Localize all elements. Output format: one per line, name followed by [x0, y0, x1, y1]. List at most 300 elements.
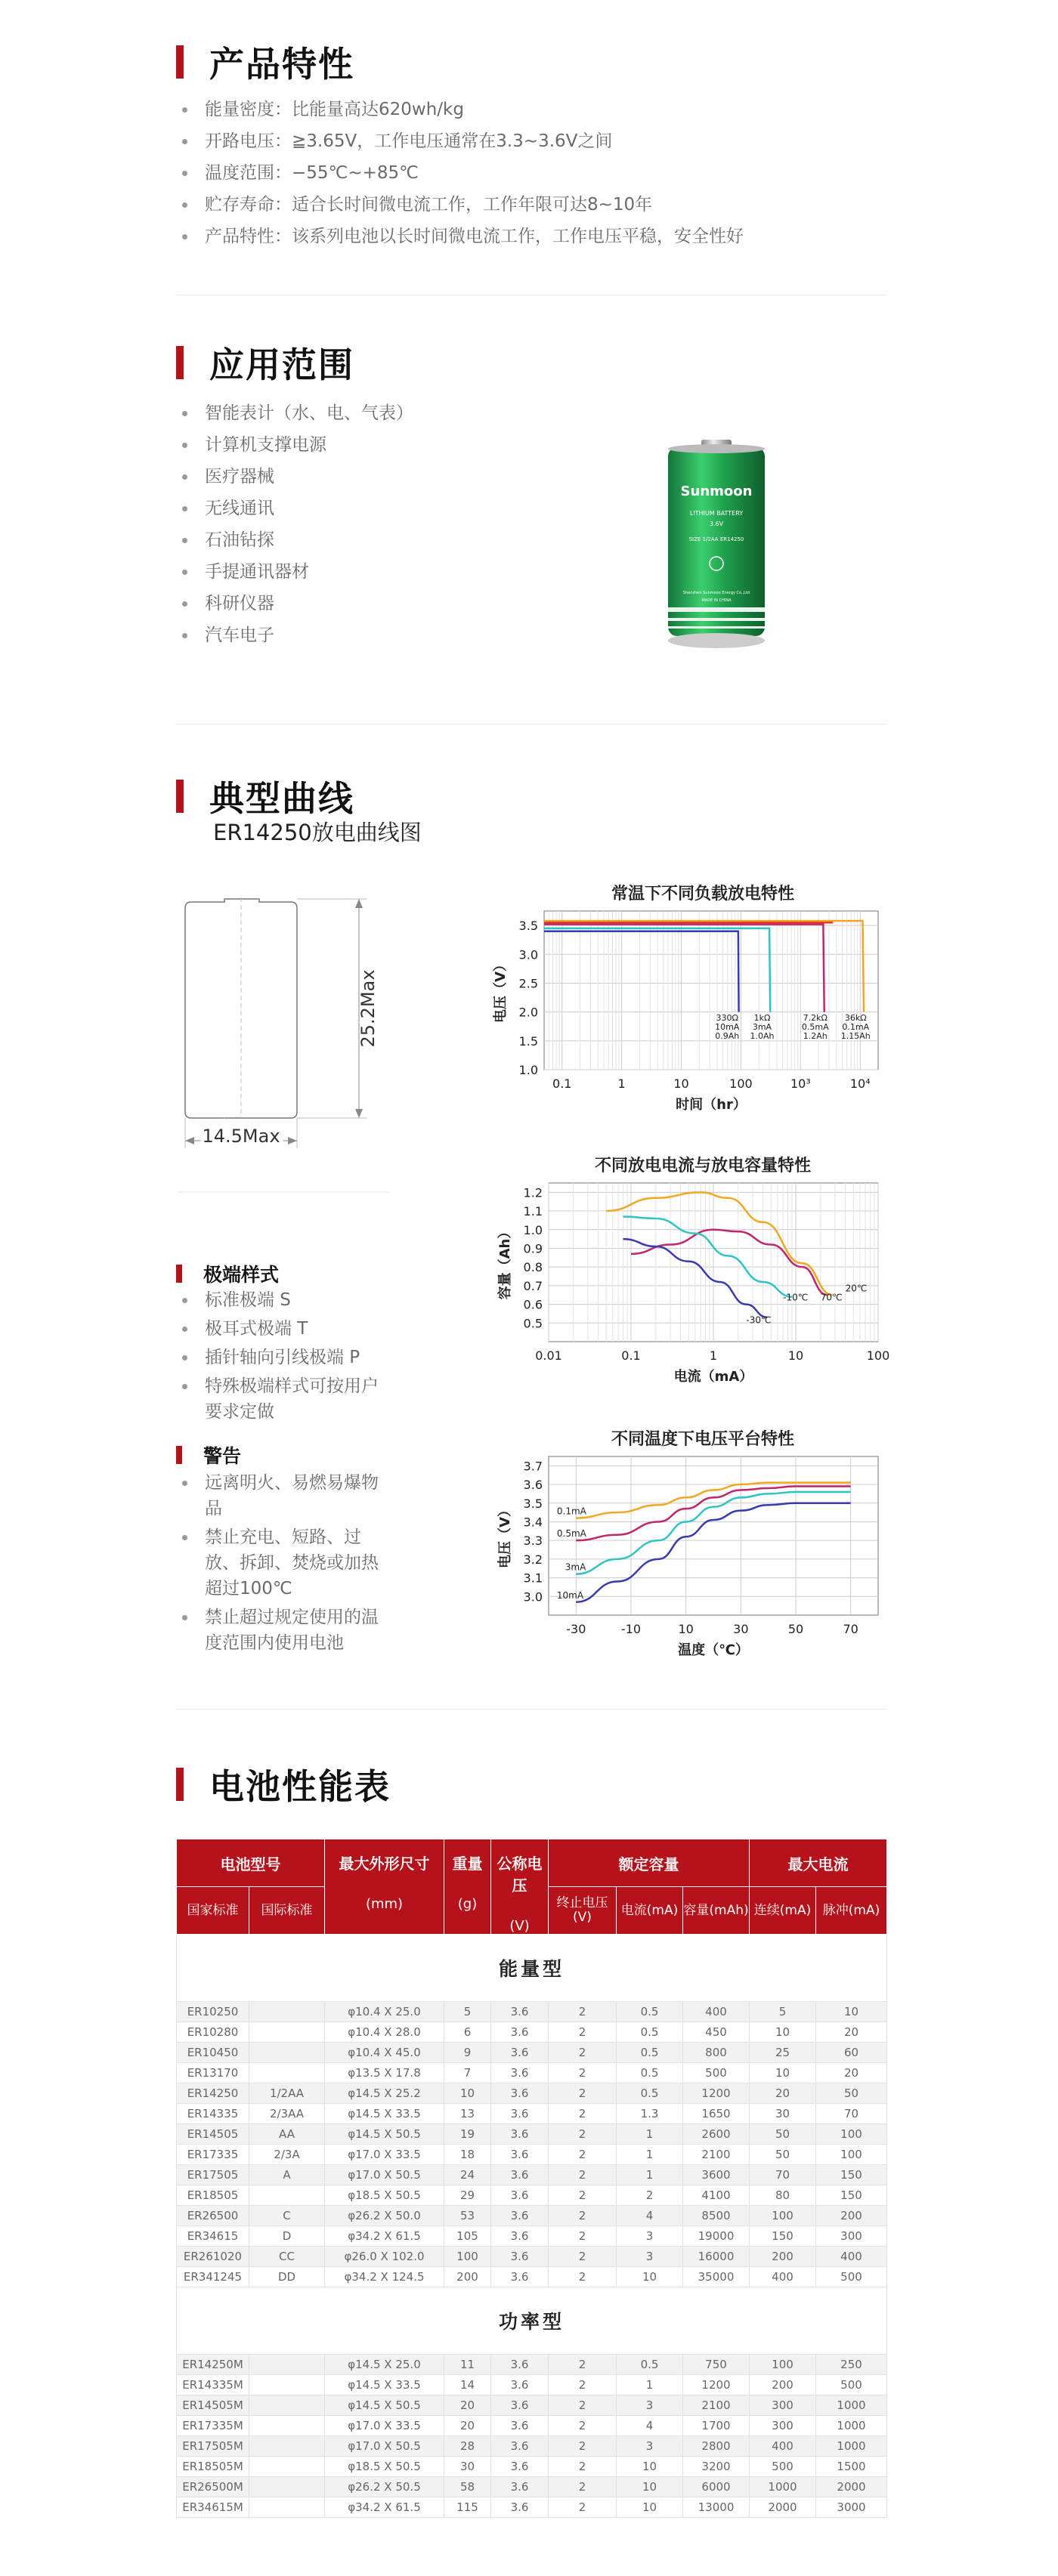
table-cell: 2 — [549, 2457, 617, 2477]
y-tick-label: 1.0 — [523, 1222, 543, 1237]
x-tick-label: 10 — [678, 1622, 694, 1636]
table-cell: 200 — [816, 2206, 887, 2226]
table-cell: 10 — [444, 2083, 491, 2104]
section-title-curves — [176, 774, 354, 819]
table-cell: 2 — [549, 2165, 617, 2185]
y-tick-label: 0.5 — [523, 1316, 543, 1331]
application-item: 医疗器械 — [176, 461, 413, 493]
table-cell: 200 — [750, 2247, 816, 2267]
terminal-item: 极耳式极端 T — [176, 1316, 395, 1342]
table-cell: φ14.5 X 50.5 — [325, 2395, 444, 2416]
x-tick-label: -30 — [566, 1622, 586, 1636]
curves-title: 典型曲线 — [209, 778, 354, 819]
table-cell — [249, 2355, 325, 2375]
warning-title-text: 警告 — [203, 1445, 242, 1467]
table-row — [177, 2145, 887, 2165]
application-item: 无线通讯 — [176, 493, 413, 524]
table-cell: ER17505 — [177, 2165, 249, 2185]
table-cell: 1000 — [816, 2395, 887, 2416]
series-label — [802, 1013, 829, 1041]
table-cell: 35000 — [683, 2267, 750, 2287]
table-cell: φ26.2 X 50.0 — [325, 2206, 444, 2226]
table-cell: 3.6 — [491, 2185, 549, 2206]
table-cell: ER14505M — [177, 2395, 249, 2416]
table-cell: φ18.5 X 50.5 — [325, 2457, 444, 2477]
x-tick-label: 10 — [787, 1348, 804, 1363]
table-cell: 6 — [444, 2022, 491, 2043]
table-cell: 1200 — [683, 2375, 750, 2395]
feature-item: 温度范围：−55℃~+85℃ — [176, 157, 744, 189]
th-voltage — [491, 1839, 549, 1935]
series-label-line: 1kΩ — [753, 1013, 771, 1024]
table-cell: 3 — [617, 2436, 683, 2457]
table-cell: 3 — [617, 2395, 683, 2416]
table-row — [177, 2436, 887, 2457]
y-tick-label: 0.7 — [523, 1278, 543, 1293]
x-tick-label: -10 — [620, 1622, 642, 1636]
table-row — [177, 2355, 887, 2375]
y-tick-label: 3.1 — [523, 1571, 543, 1586]
th-cap: 容量(mAh) — [683, 1887, 750, 1935]
warning-item: 禁止超过规定使用的温度范围内使用电池 — [176, 1605, 395, 1656]
y-tick-label: 1.0 — [518, 1063, 538, 1077]
table-cell: 2 — [549, 2083, 617, 2104]
table-cell: DD — [249, 2267, 325, 2287]
table-cell — [249, 2375, 325, 2395]
table-cell: 28 — [444, 2436, 491, 2457]
applications-list — [176, 397, 413, 651]
table-cell: 3000 — [816, 2497, 887, 2518]
series-label-line: 1.0Ah — [750, 1031, 775, 1042]
table-cell: ER17505M — [177, 2436, 249, 2457]
table-cell: 2 — [549, 2247, 617, 2267]
table-cell: 3600 — [683, 2165, 750, 2185]
chart-temp-voltage — [484, 1449, 892, 1668]
table-cell: 100 — [444, 2247, 491, 2267]
table-cell: 115 — [444, 2497, 491, 2518]
table-cell: 1000 — [816, 2416, 887, 2436]
th-intl: 国际标准 — [249, 1887, 325, 1935]
table-cell: ER14250 — [177, 2083, 249, 2104]
series-label-line: 0.1mA — [842, 1022, 870, 1033]
table-cell: φ34.2 X 124.5 — [325, 2267, 444, 2287]
table-row — [177, 2083, 887, 2104]
x-tick-label: 1 — [617, 1076, 626, 1091]
application-item: 科研仪器 — [176, 588, 413, 619]
table-cell: AA — [249, 2124, 325, 2145]
table-row — [177, 2247, 887, 2267]
table-row — [177, 2477, 887, 2497]
table-cell: φ14.5 X 25.2 — [325, 2083, 444, 2104]
terminal-title-text: 极端样式 — [203, 1264, 280, 1286]
table-cell: ER14335 — [177, 2104, 249, 2124]
table-cell: 4 — [617, 2206, 683, 2226]
series-label — [841, 1013, 871, 1041]
table-cell: 1700 — [683, 2416, 750, 2436]
feature-item: 贮存寿命：适合长时间微电流工作，工作年限可达8~10年 — [176, 189, 744, 221]
table-cell: φ17.0 X 33.5 — [325, 2416, 444, 2436]
table-cell: 4 — [617, 2416, 683, 2436]
table-cell: φ10.4 X 28.0 — [325, 2022, 444, 2043]
table-row — [177, 2043, 887, 2063]
table-cell: ER17335 — [177, 2145, 249, 2165]
table-cell: 19000 — [683, 2226, 750, 2247]
battery-label-line1: LITHIUM BATTERY — [689, 510, 744, 517]
series-label: 20℃ — [845, 1283, 868, 1294]
table-cell: 3.6 — [491, 2375, 549, 2395]
table-row — [177, 2002, 887, 2022]
table-cell: ER13170 — [177, 2063, 249, 2083]
table-cell: 1 — [617, 2165, 683, 2185]
terminal-item: 插针轴向引线极端 P — [176, 1345, 395, 1370]
th-endv: 终止电压(V) — [549, 1887, 617, 1935]
table-cell: φ34.2 X 61.5 — [325, 2226, 444, 2247]
x-tick-label: 50 — [787, 1622, 804, 1636]
th-pulse: 脉冲(mA) — [816, 1887, 887, 1935]
table-cell: φ17.0 X 33.5 — [325, 2145, 444, 2165]
table-cell: 750 — [683, 2355, 750, 2375]
table-cell: 3.6 — [491, 2395, 549, 2416]
table-cell: 300 — [816, 2226, 887, 2247]
x-axis-label: 时间（hr） — [676, 1097, 747, 1113]
table-cell: 3 — [617, 2247, 683, 2267]
table-cell: ER261020 — [177, 2247, 249, 2267]
table-cell: ER14250M — [177, 2355, 249, 2375]
series-label: 0.5mA — [556, 1528, 586, 1540]
y-axis-label: 电压（V） — [493, 958, 509, 1023]
y-tick-label: 0.8 — [523, 1260, 543, 1275]
table-row — [177, 2457, 887, 2477]
table-cell: 3.6 — [491, 2497, 549, 2518]
table-cell — [249, 2002, 325, 2022]
table-cell: 80 — [750, 2185, 816, 2206]
th-dims-unit: (mm) — [365, 1896, 404, 1912]
x-tick-label: 100 — [729, 1076, 753, 1091]
table-cell: 2 — [549, 2226, 617, 2247]
table-row — [177, 2104, 887, 2124]
table-cell: 3.6 — [491, 2022, 549, 2043]
feature-item: 能量密度：比能量高达620wh/kg — [176, 94, 744, 125]
table-row — [177, 2124, 887, 2145]
table-cell — [249, 2457, 325, 2477]
table-cell: 20 — [750, 2083, 816, 2104]
series-label-line: 0.5mA — [801, 1022, 829, 1033]
y-tick-label: 3.0 — [523, 1589, 543, 1605]
table-cell: 500 — [816, 2375, 887, 2395]
battery-label-line3: SIZE 1/2AA ER14250 — [688, 536, 744, 542]
table-cell: 2 — [549, 2104, 617, 2124]
table-cell: 10 — [750, 2022, 816, 2043]
th-capacity: 额定容量 — [549, 1839, 750, 1887]
table-cell: 3 — [617, 2226, 683, 2247]
table-cell: 1 — [617, 2375, 683, 2395]
table-row — [177, 2165, 887, 2185]
table-cell: φ10.4 X 25.0 — [325, 2002, 444, 2022]
table-cell: 1 — [617, 2145, 683, 2165]
table-row — [177, 2267, 887, 2287]
plot-area — [544, 911, 878, 1070]
feature-item: 产品特性：该系列电池以长时间微电流工作，工作电压平稳，安全性好 — [176, 221, 744, 252]
table-cell: 2 — [549, 2043, 617, 2063]
table-cell: 4100 — [683, 2185, 750, 2206]
table-cell: 3.6 — [491, 2145, 549, 2165]
table-cell: 2 — [549, 2436, 617, 2457]
table-cell: 2100 — [683, 2395, 750, 2416]
table-cell: 70 — [816, 2104, 887, 2124]
y-tick-label: 3.2 — [523, 1552, 543, 1567]
battery-label-line5: MADE IN CHINA — [701, 598, 732, 603]
table-cell: 2 — [549, 2002, 617, 2022]
table-cell: 2 — [549, 2124, 617, 2145]
table-cell: 50 — [750, 2145, 816, 2165]
table-cell: 3.6 — [491, 2104, 549, 2124]
table-cell: 2 — [549, 2267, 617, 2287]
section-title-table — [176, 1762, 391, 1807]
table-cell — [249, 2063, 325, 2083]
features-title: 产品特性 — [209, 44, 354, 85]
th-weight-unit: (g) — [457, 1896, 478, 1912]
table-cell: 1500 — [816, 2457, 887, 2477]
table-cell — [249, 2022, 325, 2043]
table-row — [177, 2375, 887, 2395]
table-cell: 30 — [444, 2457, 491, 2477]
th-model: 电池型号 — [177, 1839, 325, 1887]
warning-list — [176, 1470, 395, 1659]
y-tick-label: 1.1 — [523, 1204, 543, 1219]
battery-label-line4: Shenzhen Sunmoon Energy Co.,Ltd — [682, 591, 750, 595]
title-accent-bar — [176, 1446, 182, 1464]
table-cell: 105 — [444, 2226, 491, 2247]
table-cell: 0.5 — [617, 2022, 683, 2043]
table-row — [177, 2022, 887, 2043]
table-cell: 2 — [549, 2145, 617, 2165]
y-tick-label: 2.0 — [518, 1005, 538, 1020]
y-tick-label: 0.6 — [523, 1297, 543, 1312]
application-item: 手提通讯器材 — [176, 556, 413, 588]
warning-item: 远离明火、易燃易爆物品 — [176, 1470, 395, 1521]
table-cell: 2000 — [750, 2497, 816, 2518]
table-cell: 500 — [683, 2063, 750, 2083]
y-tick-label: 3.3 — [523, 1534, 543, 1549]
table-cell: 5 — [444, 2002, 491, 2022]
table-cell: φ14.5 X 33.5 — [325, 2104, 444, 2124]
table-cell: 3.6 — [491, 2124, 549, 2145]
table-cell: 2 — [549, 2477, 617, 2497]
table-cell: 200 — [444, 2267, 491, 2287]
table-cell: 1.3 — [617, 2104, 683, 2124]
series-label-line: 1.15Ah — [840, 1031, 871, 1042]
table-cell: 2 — [549, 2206, 617, 2226]
th-dims — [325, 1839, 444, 1935]
table-cell: 2/3AA — [249, 2104, 325, 2124]
table-cell: 500 — [750, 2457, 816, 2477]
table-cell: 2 — [549, 2375, 617, 2395]
table-cell: 14 — [444, 2375, 491, 2395]
table-cell: 500 — [816, 2267, 887, 2287]
th-cur: 电流(mA) — [617, 1887, 683, 1935]
table-cell: 3.6 — [491, 2083, 549, 2104]
table-cell: 150 — [816, 2165, 887, 2185]
table-cell: φ14.5 X 50.5 — [325, 2124, 444, 2145]
table-cell: 3.6 — [491, 2043, 549, 2063]
table-cell: 20 — [816, 2063, 887, 2083]
table-cell: 7 — [444, 2063, 491, 2083]
table-cell: 2 — [549, 2063, 617, 2083]
table-cell: 2 — [617, 2185, 683, 2206]
table-group-label: 能量型 — [177, 1935, 887, 2002]
table-cell: 1000 — [750, 2477, 816, 2497]
table-cell: 13000 — [683, 2497, 750, 2518]
series-label: 70℃ — [820, 1292, 843, 1303]
table-cell — [249, 2497, 325, 2518]
table-cell: ER10280 — [177, 2022, 249, 2043]
battery-product-image — [664, 434, 769, 653]
table-cell: 300 — [750, 2395, 816, 2416]
table-cell: ER341245 — [177, 2267, 249, 2287]
table-cell: 53 — [444, 2206, 491, 2226]
series-label-line: 0.9Ah — [715, 1031, 740, 1042]
table-cell: 100 — [816, 2145, 887, 2165]
table-cell: ER14335M — [177, 2375, 249, 2395]
table-cell: φ13.5 X 17.8 — [325, 2063, 444, 2083]
table-cell: 30 — [750, 2104, 816, 2124]
table-cell: 0.5 — [617, 2083, 683, 2104]
table-cell: 250 — [816, 2355, 887, 2375]
x-axis-label: 温度（℃） — [678, 1642, 749, 1658]
table-group-row — [177, 2287, 887, 2355]
x-tick-label: 100 — [866, 1348, 890, 1363]
y-axis-label: 容量（Ah） — [497, 1225, 513, 1300]
table-cell: 2000 — [816, 2477, 887, 2497]
y-tick-label: 3.0 — [518, 947, 538, 962]
table-cell: 3.6 — [491, 2477, 549, 2497]
table-title: 电池性能表 — [209, 1766, 391, 1807]
table-cell: C — [249, 2206, 325, 2226]
table-cell: 20 — [816, 2022, 887, 2043]
x-axis-label: 电流（mA） — [673, 1369, 753, 1385]
section-title-features — [176, 39, 354, 85]
table-cell: 8500 — [683, 2206, 750, 2226]
table-cell: 20 — [444, 2416, 491, 2436]
table-cell: 10 — [617, 2477, 683, 2497]
title-accent-bar — [176, 346, 184, 379]
table-cell: 1650 — [683, 2104, 750, 2124]
terminal-list — [176, 1287, 395, 1428]
th-nat: 国家标准 — [177, 1887, 249, 1935]
table-cell: φ17.0 X 50.5 — [325, 2436, 444, 2457]
title-accent-bar — [176, 780, 184, 813]
application-item: 石油钻探 — [176, 524, 413, 556]
chart-discharge-load — [484, 903, 892, 1123]
applications-title: 应用范围 — [209, 344, 354, 385]
title-accent-bar — [176, 1768, 184, 1801]
table-cell: 16000 — [683, 2247, 750, 2267]
table-cell: 0.5 — [617, 2002, 683, 2022]
series-label: 10mA — [556, 1589, 584, 1601]
table-cell: 400 — [750, 2267, 816, 2287]
th-weight — [444, 1839, 491, 1935]
battery-performance-table — [176, 1839, 887, 2518]
y-tick-label: 0.9 — [523, 1241, 543, 1256]
table-cell: 150 — [816, 2185, 887, 2206]
table-row — [177, 2497, 887, 2518]
series-label-line: 1.2Ah — [803, 1031, 828, 1042]
table-cell: 50 — [750, 2124, 816, 2145]
table-cell: 2/3A — [249, 2145, 325, 2165]
title-accent-bar — [176, 1265, 182, 1283]
table-cell: 400 — [750, 2436, 816, 2457]
y-axis-label: 电压（V） — [497, 1503, 513, 1568]
table-cell: 2 — [549, 2497, 617, 2518]
dim-height-label: 25.2Max — [357, 969, 379, 1048]
table-cell: 11 — [444, 2355, 491, 2375]
section-title-applications — [176, 340, 354, 385]
battery-label-line2: 3.6V — [709, 520, 724, 527]
table-cell: φ26.0 X 102.0 — [325, 2247, 444, 2267]
table-cell: φ10.4 X 45.0 — [325, 2043, 444, 2063]
x-tick-label: 0.01 — [535, 1348, 562, 1363]
x-tick-label: 10⁴ — [849, 1076, 871, 1091]
y-tick-label: 3.5 — [518, 919, 538, 934]
divider — [176, 1709, 886, 1710]
table-cell: 2 — [549, 2395, 617, 2416]
table-cell: 3.6 — [491, 2247, 549, 2267]
table-cell: 1/2AA — [249, 2083, 325, 2104]
table-cell: 6000 — [683, 2477, 750, 2497]
terminal-item: 标准极端 S — [176, 1287, 395, 1313]
table-cell: 400 — [816, 2247, 887, 2267]
table-cell: ER26500 — [177, 2206, 249, 2226]
table-cell: 9 — [444, 2043, 491, 2063]
features-list — [176, 94, 744, 252]
table-cell: 3.6 — [491, 2165, 549, 2185]
table-cell: 0.5 — [617, 2063, 683, 2083]
table-cell — [249, 2395, 325, 2416]
table-cell: 10 — [750, 2063, 816, 2083]
y-tick-label: 3.4 — [523, 1515, 543, 1530]
table-cell: 1 — [617, 2124, 683, 2145]
series-label: 0.1mA — [556, 1506, 586, 1517]
table-cell: 2 — [549, 2416, 617, 2436]
table-cell: 2800 — [683, 2436, 750, 2457]
x-tick-label: 0.1 — [552, 1076, 572, 1091]
series-label-line: 10mA — [715, 1022, 740, 1033]
table-cell: ER18505M — [177, 2457, 249, 2477]
x-tick-label: 30 — [733, 1622, 749, 1636]
chart1-title: 常温下不同负载放电特性 — [611, 885, 794, 903]
table-row — [177, 2206, 887, 2226]
table-cell: 800 — [683, 2043, 750, 2063]
table-cell: ER10250 — [177, 2002, 249, 2022]
table-cell: ER14505 — [177, 2124, 249, 2145]
table-cell: ER10450 — [177, 2043, 249, 2063]
table-cell: CC — [249, 2247, 325, 2267]
table-cell: ER34615 — [177, 2226, 249, 2247]
y-tick-label: 3.5 — [523, 1496, 543, 1511]
table-cell: φ26.2 X 50.5 — [325, 2477, 444, 2497]
curves-subtitle: ER14250放电曲线图 — [213, 820, 422, 845]
series-label: -30℃ — [746, 1314, 772, 1326]
table-cell: ER17335M — [177, 2416, 249, 2436]
feature-item: 开路电压：≧3.65V，工作电压通常在3.3~3.6V之间 — [176, 125, 744, 157]
table-cell: φ34.2 X 61.5 — [325, 2497, 444, 2518]
application-item: 智能表计（水、电、气表） — [176, 397, 413, 429]
table-cell: D — [249, 2226, 325, 2247]
table-cell: 19 — [444, 2124, 491, 2145]
table-cell: φ14.5 X 33.5 — [325, 2375, 444, 2395]
table-cell: φ18.5 X 50.5 — [325, 2185, 444, 2206]
warning-title — [176, 1441, 241, 1469]
